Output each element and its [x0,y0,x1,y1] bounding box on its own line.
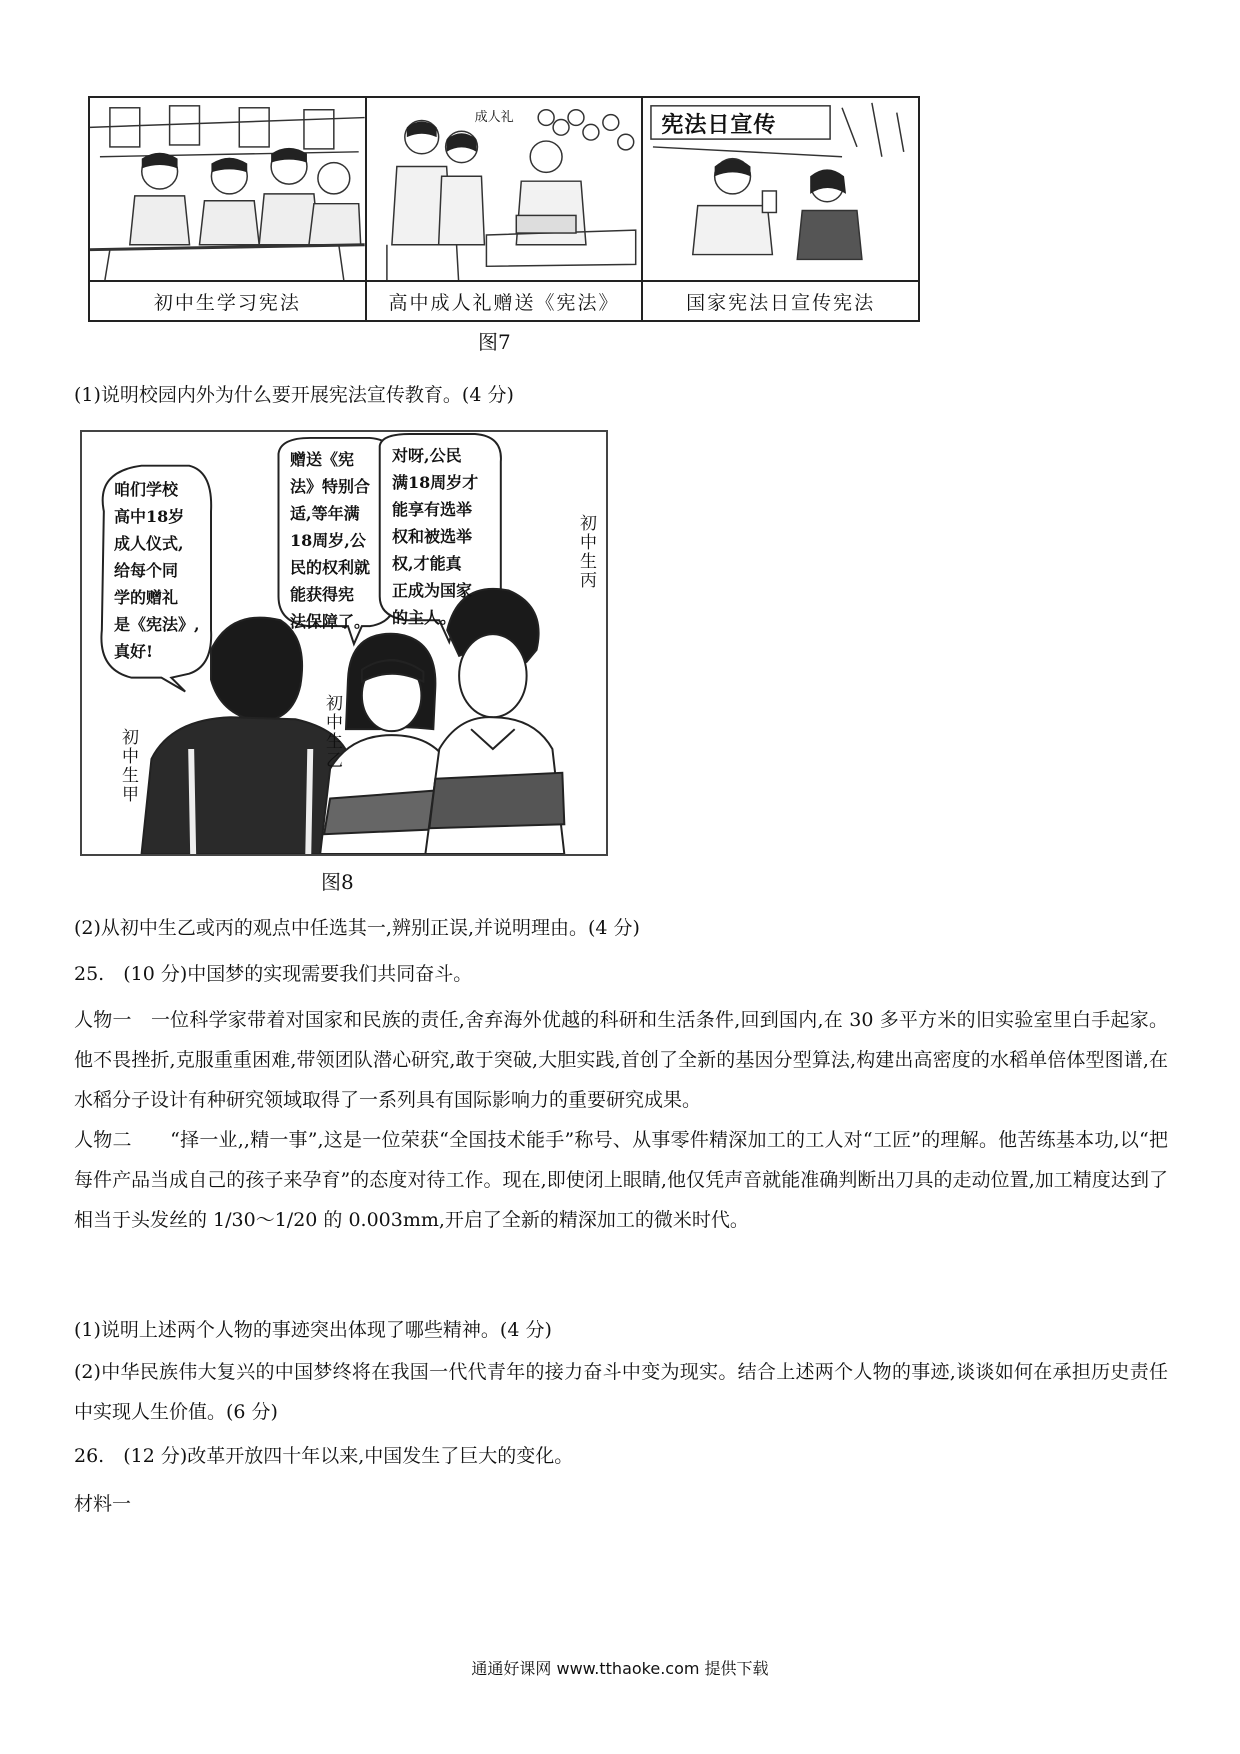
figure-7-panel-3 [643,98,918,320]
panel-2-caption: 高中成人礼赠送《宪法》 [388,291,620,314]
figure-8-label: 图8 [321,870,354,894]
speech-bubble-jia [114,476,210,665]
label-student-yi: 初中生乙 [322,694,342,770]
figure-7-panel-2 [367,98,644,320]
speech-bubble-bing [392,442,504,631]
illustration-students-reading-constitution [90,98,365,282]
ceremony-sign: 成人礼 [474,110,514,125]
figure-7 [88,96,920,322]
question-25-title: 25. (10 分)中国梦的实现需要我们共同奋斗。 [74,963,473,985]
panel-3-caption: 国家宪法日宣传宪法 [686,291,876,314]
question-24-part-2: (2)从初中生乙或丙的观点中任选其一,辨别正误,并说明理由。(4 分) [74,917,640,939]
question-24-part-1: (1)说明校园内外为什么要开展宪法宣传教育。(4 分) [74,384,514,406]
figure-8 [80,430,608,856]
question-26-title: 26. (12 分)改革开放四十年以来,中国发生了巨大的变化。 [74,1445,574,1467]
question-26-material-1: 材料一 [74,1493,132,1515]
label-student-jia: 初中生甲 [118,728,138,804]
page-footer: 通通好课网 www.tthaoke.com 提供下载 [471,1659,769,1678]
illustration-coming-of-age-ceremony [367,98,642,282]
panel-1-caption: 初中生学习宪法 [153,291,301,314]
speech-bubble-yi-text: 赠送《宪 法》特别合 适,等年满 18周岁,公 民的权利就 能获得宪 法保障了。 [290,450,371,631]
speech-bubble-bing-text: 对呀,公民 满18周岁才 能享有选举 权和被选举 权,才能真 正成为国家 的主人。 [392,446,479,627]
speech-bubble-jia-text: 咱们学校 高中18岁 成人仪式, 给每个同 学的赠礼 是《宪法》, 真好! [114,480,200,661]
question-25-person-2: 人物二 “择一业,,精一事”,这是一位荣获“全国技术能手”称号、从事零件精深加工的工人对“工匠”的理解。他苦练基本功,以“把每件产品当成自己的孩子来孕育”的态度对待工作。现在,即使闭上眼睛,他仅凭声音就能准确判断出刀具的走动位置,加工精度达到了相当于头发丝的 1/30～1/20 的 0.003mm,开启了全新的精深加工的微米时代。 [74,1129,1168,1231]
question-25-part-1: (1)说明上述两个人物的事迹突出体现了哪些精神。(4 分) [74,1319,552,1341]
speech-bubble-yi [290,446,394,635]
figure-7-label: 图7 [478,330,511,354]
figure-7-panel-1 [90,98,367,320]
illustration-constitution-day [643,98,918,282]
question-25-part-2: (2)中华民族伟大复兴的中国梦终将在我国一代代青年的接力奋斗中变为现实。结合上述两个人物的事迹,谈谈如何在承担历史责任中实现人生价值。(6 分) [74,1361,1168,1423]
label-student-bing: 初中生丙 [576,514,596,590]
constitution-day-banner: 宪法日宣传 [661,113,777,138]
question-25-person-1: 人物一 一位科学家带着对国家和民族的责任,舍弃海外优越的科研和生活条件,回到国内,在 30 多平方米的旧实验室里白手起家。他不畏挫折,克服重重困难,带领团队潜心研究,敢于突破,大胆实践,首创了全新的基因分型算法,构建出高密度的水稻单倍体型图谱,在水稻分子设计有种研究领域取得了一系列具有国际影响力的重要研究成果。 [74,1009,1168,1111]
